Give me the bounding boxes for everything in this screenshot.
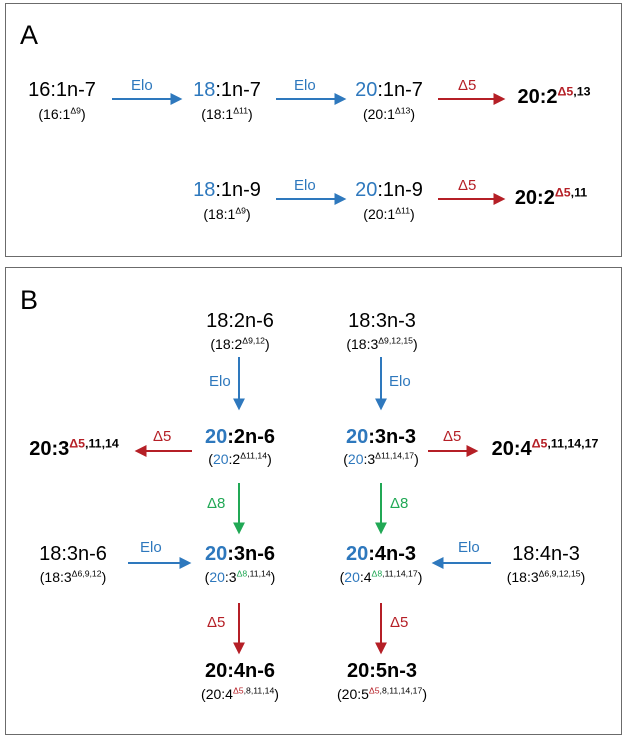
node-18-4n3-sub: $(18:3^{\Delta 6,9,12,15})$ — [506, 568, 586, 585]
node-16-1n7: 16:1n-7 — [28, 79, 96, 101]
node-18-1n9-sub: $(18:1^{\Delta 9})$ — [203, 205, 251, 222]
node-18-4n3: 18:4n-3 — [512, 543, 580, 565]
panel-a-label: A — [20, 20, 39, 50]
label-d5: Δ5 — [390, 614, 409, 631]
label-elo: Elo — [294, 177, 316, 194]
label-elo: Elo — [209, 373, 231, 390]
label-d5: Δ5 — [443, 428, 462, 445]
node-20-3n6-sub: $(20:3^{\Delta 8,11,14})$ — [204, 568, 276, 585]
node-20-4n6: 20:4n-6 — [204, 660, 276, 682]
node-20-3n3: 20:3n-3 — [345, 426, 417, 448]
node-18-3n6: 18:3n-6 — [39, 543, 107, 565]
node-20-1n7: 20:1n-7 — [355, 79, 423, 101]
node-18-2n6-sub: $(18:2^{\Delta 9,12})$ — [210, 335, 270, 352]
node-20-2n6: 20:2n-6 — [204, 426, 276, 448]
product-20-3-d5-11-14: $20:3^{\Delta 5,11,14}$ — [29, 436, 119, 460]
node-18-1n9: 18:1n-9 — [193, 179, 261, 201]
node-20-1n9: 20:1n-9 — [355, 179, 423, 201]
node-20-5n3-sub: $(20:5^{\Delta 5,8,11,14,17})$ — [337, 685, 427, 702]
node-20-2n6-sub: $(20:2^{\Delta 11,14})$ — [208, 450, 272, 467]
node-20-4n3-sub: $(20:4^{\Delta 8,11,14,17})$ — [339, 568, 423, 585]
node-18-1n7: 18:1n-7 — [193, 79, 261, 101]
label-elo: Elo — [131, 77, 153, 94]
node-20-1n9-sub: $(20:1^{\Delta 11})$ — [363, 205, 415, 222]
label-elo: Elo — [294, 77, 316, 94]
product-20-4-d5-11-14-17: $20:4^{\Delta 5,11,14,17}$ — [491, 436, 599, 460]
label-elo: Elo — [458, 539, 480, 556]
label-d8: Δ8 — [390, 495, 409, 512]
node-18-3n6-sub: $(18:3^{\Delta 6,9,12})$ — [39, 568, 107, 585]
node-16-1n7-sub: $(16:1^{\Delta 9})$ — [38, 105, 86, 122]
label-d5: Δ5 — [207, 614, 226, 631]
node-18-1n7-sub: $(18:1^{\Delta 11})$ — [201, 105, 253, 122]
node-20-3n3-sub: $(20:3^{\Delta 11,14,17})$ — [343, 450, 419, 467]
label-d5: Δ5 — [153, 428, 172, 445]
panel-b-label: B — [20, 285, 39, 315]
node-18-2n6: 18:2n-6 — [206, 310, 274, 332]
node-20-5n3: 20:5n-3 — [346, 660, 418, 682]
node-20-4n6-sub: $(20:4^{\Delta 5,8,11,14})$ — [201, 685, 279, 702]
label-d5: Δ5 — [458, 77, 477, 94]
label-d8: Δ8 — [207, 495, 226, 512]
label-elo: Elo — [140, 539, 162, 556]
label-elo: Elo — [389, 373, 411, 390]
label-d5: Δ5 — [458, 177, 477, 194]
node-18-3n3-sub: $(18:3^{\Delta 9,12,15})$ — [346, 335, 418, 352]
product-20-2-d5-11: $20:2^{\Delta 5,11}$ — [514, 185, 588, 209]
product-20-2-d5-13: $20:2^{\Delta 5,13}$ — [517, 84, 591, 108]
node-20-1n7-sub: $(20:1^{\Delta 13})$ — [362, 105, 416, 122]
node-18-3n3: 18:3n-3 — [348, 310, 416, 332]
node-20-3n6: 20:3n-6 — [204, 543, 276, 565]
node-20-4n3: 20:4n-3 — [345, 543, 417, 565]
